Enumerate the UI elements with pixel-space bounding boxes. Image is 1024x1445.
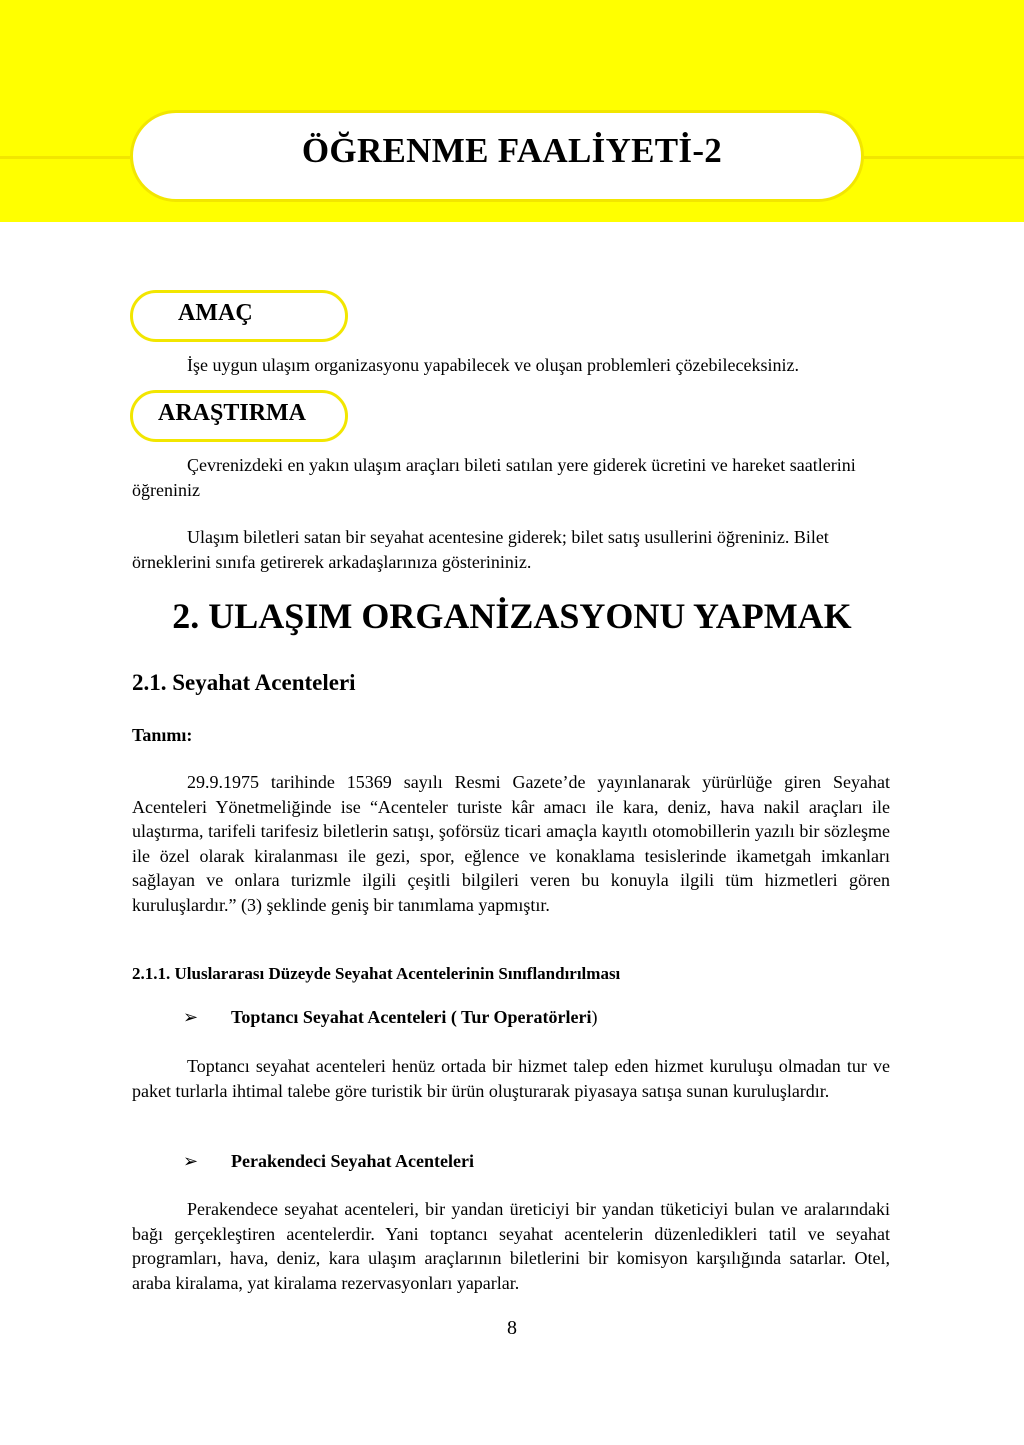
bullet-label: Perakendeci Seyahat Acenteleri	[231, 1151, 474, 1171]
bullet-item-retail	[183, 1151, 474, 1172]
definition-label: Tanımı:	[132, 725, 193, 745]
wholesale-paragraph: Toptancı seyahat acenteleri henüz ortada bir hizmet talep eden hizmet kuruluşu olmadan tur ve paket turlarla ihtimal talebe göre turistik bir ürün oluşturarak piyasaya satışa sunan kuruluşlardır.	[132, 1056, 890, 1101]
bullet-arrow-icon: ➢	[183, 1151, 199, 1171]
bullet-label: Toptancı Seyahat Acenteleri ( Tur Operatörleri	[231, 1007, 592, 1027]
definition-paragraph: 29.9.1975 tarihinde 15369 sayılı Resmi Gazete’de yayınlanarak yürürlüğe giren Seyahat Acenteleri Yönetmeliğinde ise “Acenteler turiste kâr amacı ile kara, deniz, hava nakil araçları ile ulaştırma, tarifeli tarifesiz biletlerin satışı, şoförsüz ticari amaçla kayıtlı otomobillerin yazılı bir sözleşme ile özel olarak kiralanması ile gezi, spor, eğlence ve konaklama tesislerinde ikametgah imkanları sağlayan ve onlara turizmle ilgili çeşitli bilgileri veren bu konuyla ilgili tüm hizmetleri gören kuruluşlardır.” (3) şeklinde geniş bir tanımlama yapmıştır.	[132, 772, 890, 915]
retail-paragraph: Perakendece seyahat acenteleri, bir yandan üreticiyi bir yandan tüketiciyi bulan ve aralarındaki bağı gerçekleştiren acentelerdir. Yani toptancı seyahat acentelerin düzenledikleri tatil ve seyahat programları, hava, deniz, kara ulaşım araçlarının biletlerini bir komisyon karşılığında satarlar. Otel, araba kiralama, yat kiralama rezervasyonları yaparlar.	[132, 1199, 890, 1293]
sub-subsection-heading: 2.1.1. Uluslararası Düzeyde Seyahat Acentelerinin Sınıflandırılması	[132, 964, 621, 983]
page-title: ÖĞRENME FAALİYETİ-2	[301, 131, 723, 170]
subsection-heading: 2.1. Seyahat Acenteleri	[132, 670, 356, 695]
bullet-item-wholesale	[183, 1007, 597, 1028]
amac-label: AMAÇ	[178, 300, 253, 326]
section-heading: 2. ULAŞIM ORGANİZASYONU YAPMAK	[172, 596, 852, 636]
arastirma-paragraph-1: Çevrenizdeki en yakın ulaşım araçları bileti satılan yere giderek ücretini ve hareket saatlerini öğreniniz	[132, 455, 856, 500]
title-rule-left	[0, 156, 130, 159]
arastirma-label: ARAŞTIRMA	[158, 400, 307, 426]
page-number: 8	[507, 1317, 517, 1339]
bullet-label-tail: )	[591, 1007, 598, 1027]
arastirma-paragraph-2: Ulaşım biletleri satan bir seyahat acentesine giderek; bilet satış usullerini öğreniniz. Bilet örneklerini sınıfa getirerek arkadaşlarınıza gösterininiz.	[132, 527, 829, 572]
amac-text: İşe uygun ulaşım organizasyonu yapabilecek ve oluşan problemleri çözebileceksiniz.	[187, 355, 799, 375]
bullet-arrow-icon: ➢	[183, 1007, 199, 1027]
